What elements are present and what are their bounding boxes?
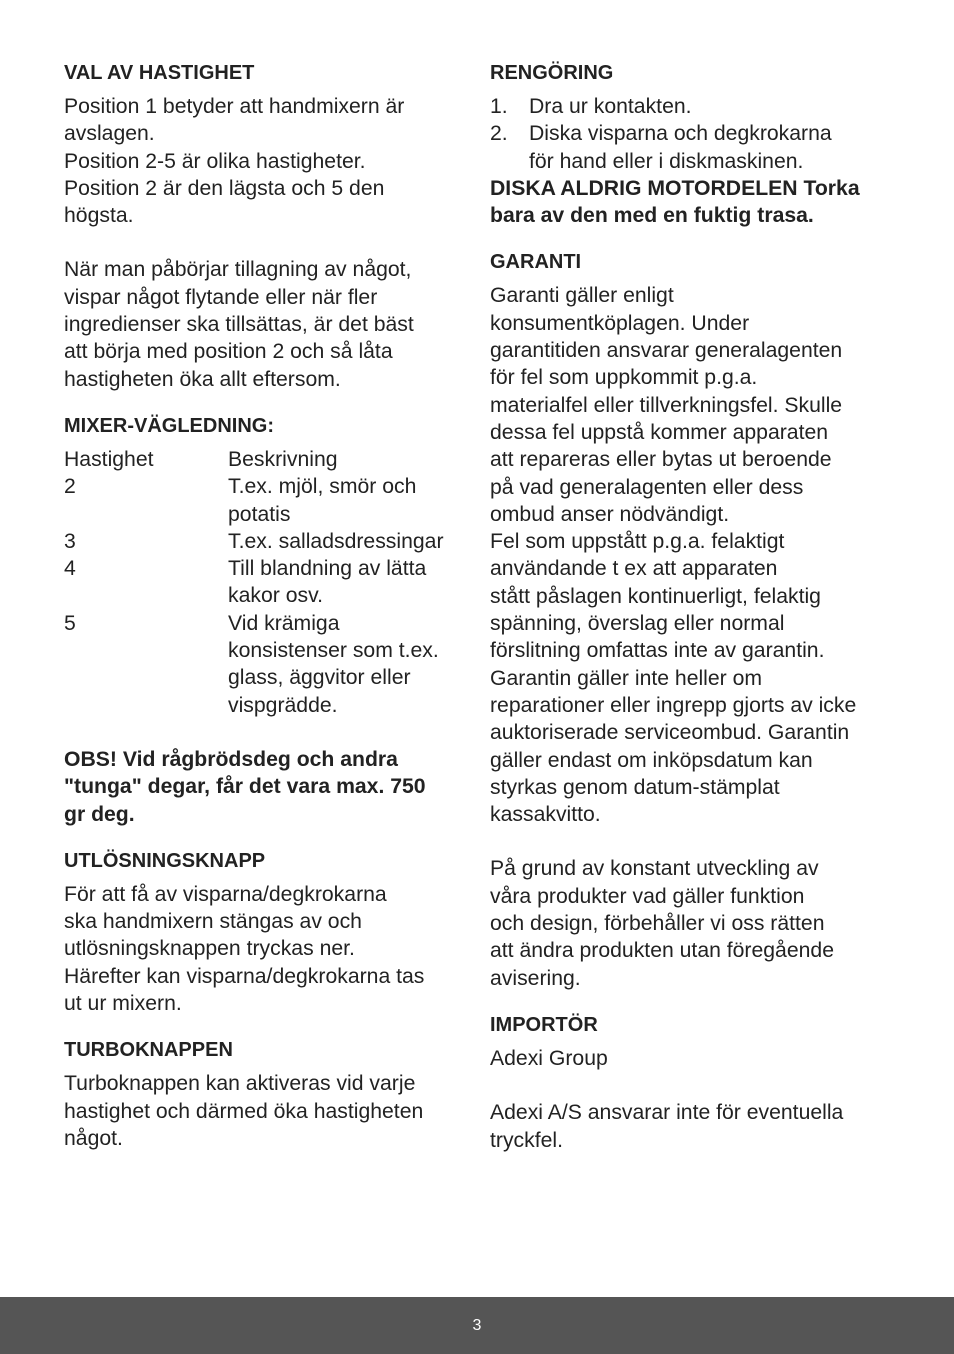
column-header-description: Beskrivning — [228, 447, 338, 471]
list-item: 2. Diska visparna och degkrokarna för hand eller i diskmaskinen. — [490, 122, 832, 173]
table-row: 4 Till blandning av lätta kakor osv. — [64, 557, 427, 608]
mixer-guide-heading: MIXER-VÄGLEDNING: — [64, 414, 274, 437]
right-column — [490, 60, 900, 1154]
speed-selection-heading: VAL AV HASTIGHET — [64, 62, 255, 84]
development-paragraph: På grund av konstant utveckling av våra produkter vad gäller funktion och design, förbehåller vi oss rätten att ändra produkten utan föregående avisering. — [490, 857, 834, 990]
cleaning-heading: RENGÖRING — [490, 62, 614, 84]
left-column — [64, 60, 464, 1152]
obs-warning: OBS! Vid rågbrödsdeg och andra "tunga" degar, får det vara max. 750 gr deg. — [64, 747, 426, 826]
page-footer — [0, 1297, 954, 1354]
speed-advice-paragraph: När man påbörjar tillagning av något, vispar något flytande eller när fler ingredienser ska tillsättas, är det bäst att börja med position 2 och så låta hastigheten öka allt eftersom. — [64, 258, 414, 391]
release-button-heading: UTLÖSNINGSKNAPP — [64, 849, 266, 872]
table-row: 2 T.ex. mjöl, smör och potatis — [64, 475, 417, 526]
warranty-paragraph: Garanti gäller enligt konsumentköplagen. Under garantitiden ansvarar generalagenten för fel som uppkommit p.g.a. materialfel eller tillverkningsfel. Skulle dessa fel uppstå kommer apparaten att repareras eller bytas ut beroende på vad generalagenten eller dess ombud anser nödvändigt. Fel som uppstått p.g.a. felaktigt användande t ex att apparaten stått påslagen kontinuerligt, felaktig spänning, överslag eller normal förslitning omfattas inte av garantin. Garantin gäller inte heller om reparationer eller ingrepp gjorts av icke auktoriserade serviceombud. Garantin gäller endast om inköpsdatum kan styrkas genom datum-stämplat kassakvitto. — [490, 284, 857, 827]
cleaning-steps — [490, 93, 900, 175]
disclaimer-paragraph: Adexi A/S ansvarar inte för eventuella tryckfel. — [490, 1101, 844, 1152]
importer-name: Adexi Group — [490, 1046, 608, 1070]
list-item: 1. Dra ur kontakten. — [490, 95, 692, 118]
importer-heading: IMPORTÖR — [490, 1013, 598, 1036]
speed-positions-paragraph: Position 1 betyder att handmixern är avslagen. Position 2-5 är olika hastigheter. Position 2 är den lägsta och 5 den högsta. — [64, 95, 405, 228]
cleaning-warning: DISKA ALDRIG MOTORDELEN Torka bara av den med en fuktig trasa. — [490, 176, 860, 228]
column-header-speed: Hastighet — [64, 447, 154, 471]
table-row: 3 T.ex. salladsdressingar — [64, 529, 444, 553]
table-header-row — [64, 446, 464, 473]
release-button-paragraph: För att få av visparna/degkrokarna ska handmixern stängas av och utlösningsknappen tryckas ner. Härefter kan visparna/degkrokarna tas ut ur mixern. — [64, 882, 425, 1016]
mixer-guide-table — [64, 446, 464, 719]
turbo-button-paragraph: Turboknappen kan aktiveras vid varje hastighet och därmed öka hastigheten något. — [64, 1072, 424, 1150]
page-number: 3 — [472, 1316, 482, 1334]
warranty-heading: GARANTI — [490, 251, 582, 274]
turbo-button-heading: TURBOKNAPPEN — [64, 1039, 233, 1062]
table-row: 5 Vid krämiga konsistenser som t.ex. glass, äggvitor eller vispgrädde. — [64, 611, 439, 717]
